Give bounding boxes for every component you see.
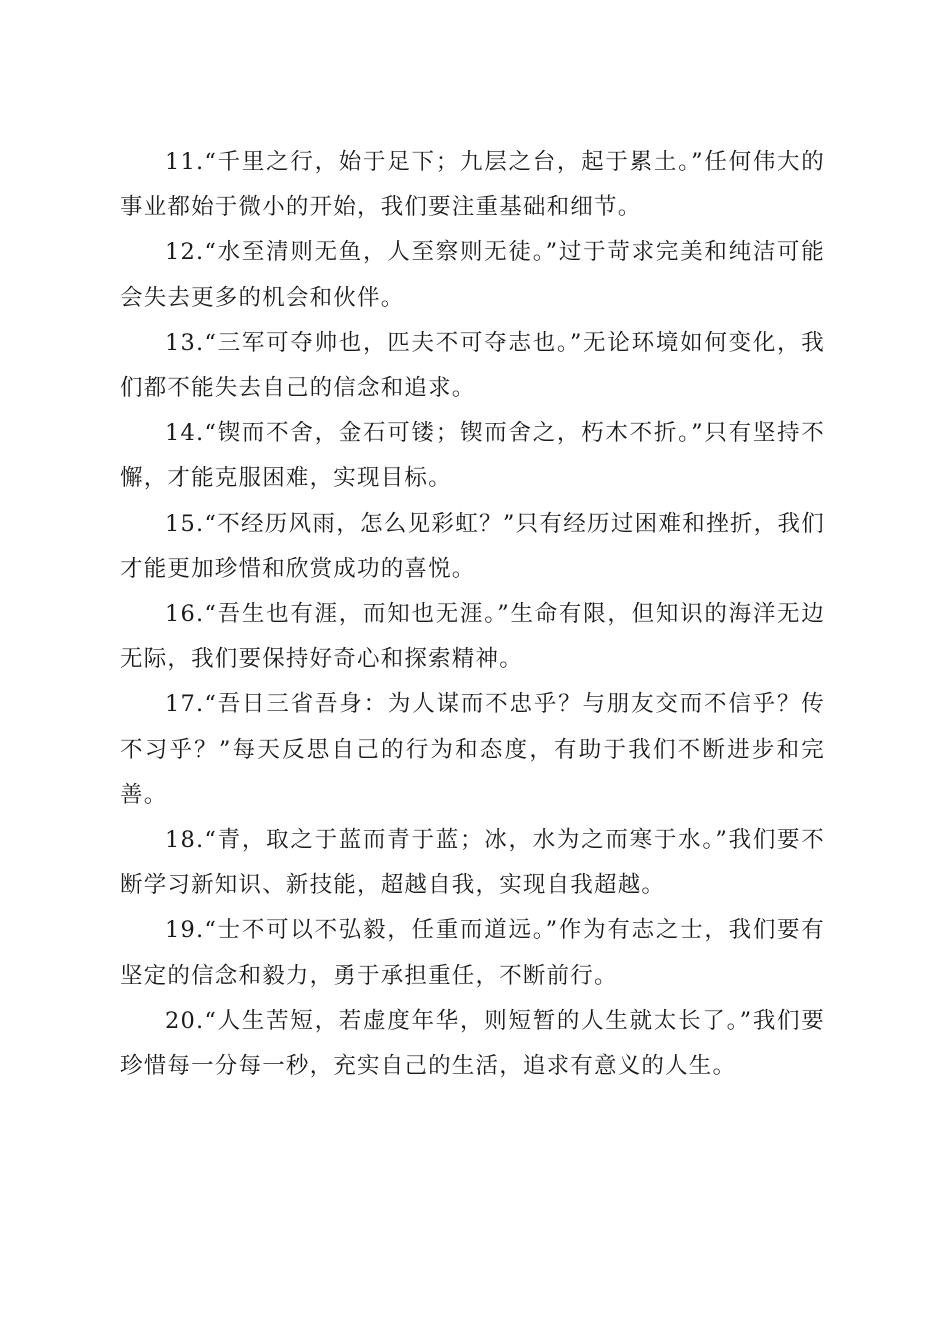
paragraph-13: 13.“三军可夺帅也，匹夫不可夺志也。”无论环境如何变化，我们都不能失去自己的信念和追求。 [120, 329, 825, 402]
paragraph-12: 12.“水至清则无鱼，人至察则无徒。”过于苛求完美和纯洁可能会失去更多的机会和伙伴。 [120, 239, 825, 311]
paragraph-19: 19.“士不可以不弘毅，任重而道远。”作为有志之士，我们要有坚定的信念和毅力，勇于承担重任，不断前行。 [120, 917, 825, 989]
paragraph-11: 11.“千里之行，始于足下；九层之台，起于累土。”任何伟大的事业都始于微小的开始，我们要注重基础和细节。 [120, 149, 825, 221]
paragraph-14: 14.“锲而不舍，金石可镂；锲而舍之，朽木不折。”只有坚持不懈，才能克服困难，实现目标。 [120, 420, 825, 492]
paragraph-20: 20.“人生苦短，若虚度年华，则短暂的人生就太长了。”我们要珍惜每一分每一秒，充实自己的生活，追求有意义的人生。 [120, 1007, 825, 1080]
document-body [120, 140, 825, 1089]
paragraph-17: 17.“吾日三省吾身：为人谋而不忠乎？与朋友交而不信乎？传不习乎？”每天反思自己的行为和态度，有助于我们不断进步和完善。 [120, 691, 825, 808]
paragraph-18: 18.“青，取之于蓝而青于蓝；冰，水为之而寒于水。”我们要不断学习新知识、新技能，超越自我，实现自我超越。 [120, 827, 825, 899]
paragraph-16: 16.“吾生也有涯，而知也无涯。”生命有限，但知识的海洋无边无际，我们要保持好奇心和探索精神。 [120, 601, 825, 673]
paragraph-15: 15.“不经历风雨，怎么见彩虹？”只有经历过困难和挫折，我们才能更加珍惜和欣赏成功的喜悦。 [120, 510, 825, 582]
